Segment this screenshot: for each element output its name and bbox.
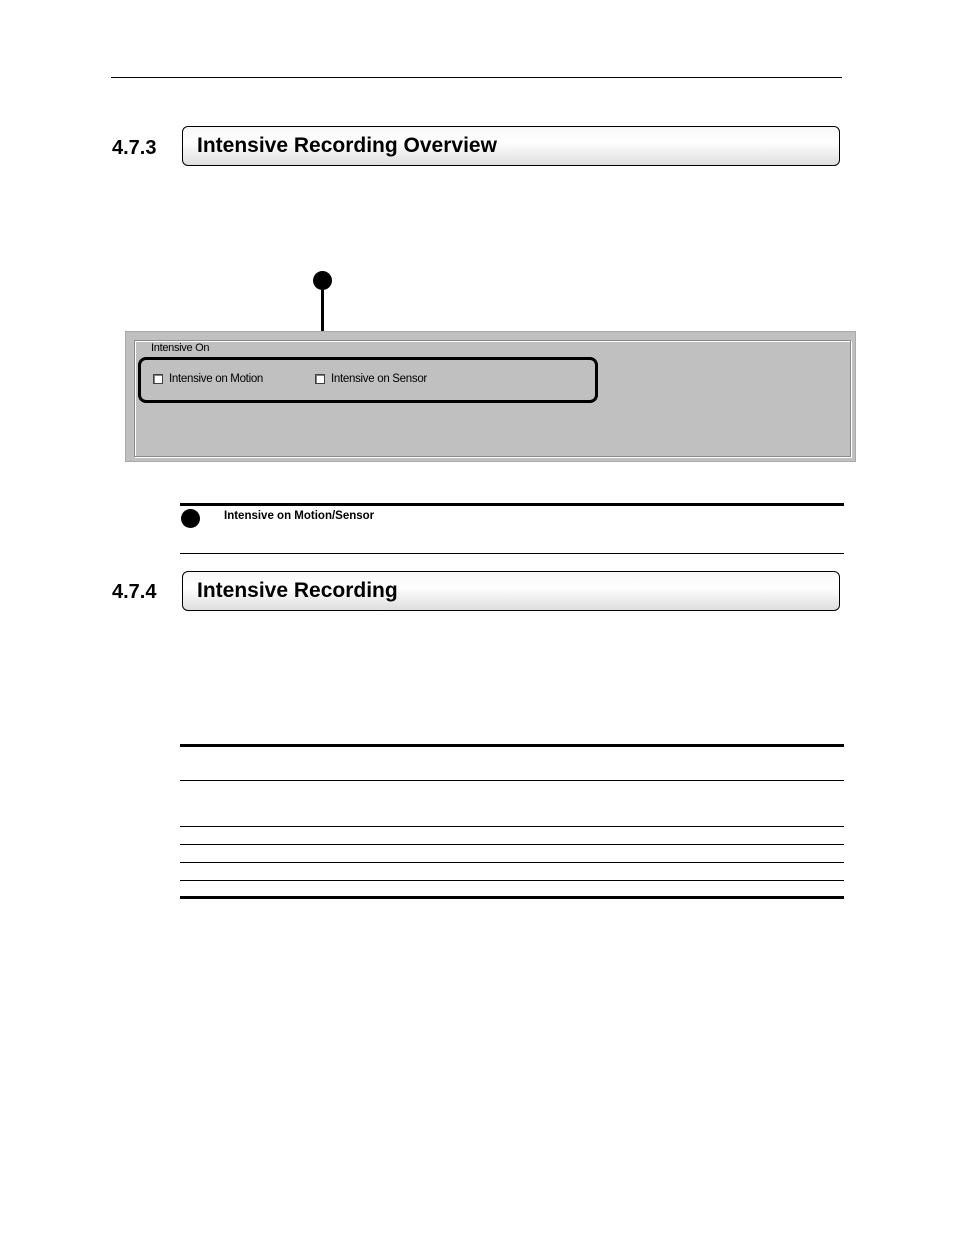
group-label: Intensive On xyxy=(151,342,210,354)
table-bottom-rule xyxy=(180,896,844,899)
intensive-motion-label: Intensive on Motion xyxy=(169,373,264,385)
description-label: Intensive on Motion/Sensor xyxy=(224,510,375,522)
description-marker-icon xyxy=(181,509,200,528)
table-row-rule xyxy=(180,780,844,781)
description-bottom-rule xyxy=(180,553,844,554)
table-top-rule xyxy=(180,744,844,747)
table-row-rule xyxy=(180,844,844,845)
table-row-rule xyxy=(180,826,844,827)
section-title-overview: Intensive Recording Overview xyxy=(197,134,497,157)
section-heading-bar-overview xyxy=(182,126,840,166)
section-number-overview: 4.7.3 xyxy=(112,137,157,159)
section-title-recording: Intensive Recording xyxy=(197,579,398,602)
table-row-rule xyxy=(180,880,844,881)
intensive-sensor-label: Intensive on Sensor xyxy=(331,373,427,385)
callout-highlight-box xyxy=(138,357,598,403)
table-row-rule xyxy=(180,862,844,863)
section-number-recording: 4.7.4 xyxy=(112,581,157,603)
section-heading-bar-recording xyxy=(182,571,840,611)
header-rule xyxy=(111,77,842,78)
description-top-rule xyxy=(180,503,844,506)
